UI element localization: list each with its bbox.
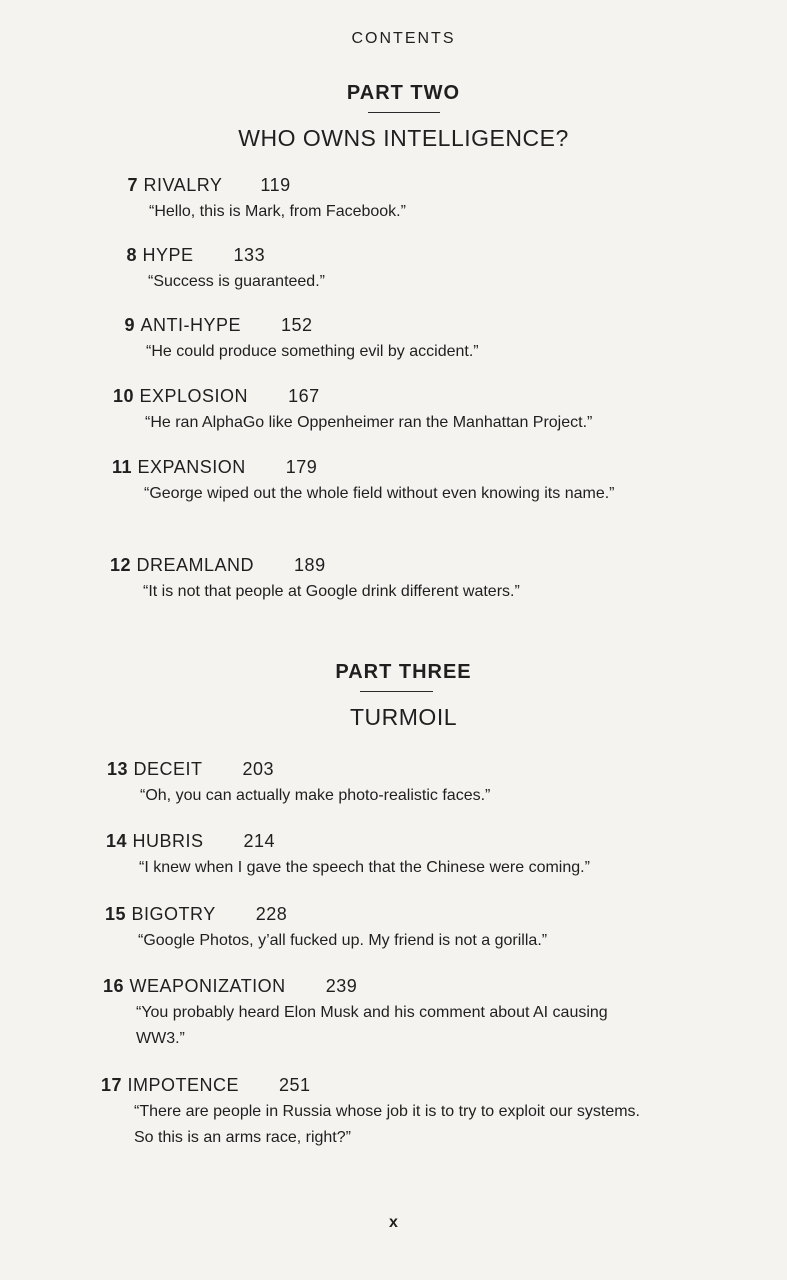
chapter-page: 189 — [294, 555, 326, 575]
chapter-quote: “He ran AlphaGo like Oppenheimer ran the Manhattan Project.” — [145, 414, 593, 431]
chapter-page: 251 — [279, 1075, 311, 1095]
part-three-title: TURMOIL — [350, 704, 457, 730]
chapter-entry-17 — [98, 1075, 658, 1151]
chapter-page: 152 — [281, 315, 313, 335]
chapter-number: 17 — [100, 1075, 122, 1095]
chapter-page: 133 — [233, 245, 266, 265]
chapter-title: BIGOTRY — [131, 904, 216, 924]
page-folio: x — [389, 1214, 398, 1231]
chapter-number: 8 — [126, 245, 137, 265]
chapter-title: IMPOTENCE — [127, 1075, 240, 1095]
chapter-title: EXPLOSION — [139, 386, 249, 406]
chapter-entry-13 — [104, 759, 724, 809]
part-two-title: WHO OWNS INTELLIGENCE? — [238, 125, 569, 151]
chapter-entry-15 — [102, 904, 742, 954]
chapter-quote: “It is not that people at Google drink different waters.” — [143, 583, 520, 600]
chapter-entry-12 — [107, 555, 707, 605]
chapter-number: 15 — [104, 904, 126, 924]
chapter-quote: “Oh, you can actually make photo-realistic faces.” — [140, 787, 491, 804]
chapter-title: RIVALRY — [143, 175, 223, 195]
chapter-quote: “Google Photos, y’all fucked up. My friend is not a gorilla.” — [138, 932, 548, 949]
part-two-label: PART TWO — [346, 82, 461, 104]
chapter-quote: “George wiped out the whole field without even knowing its name.” — [144, 485, 615, 502]
chapter-entry-7 — [112, 175, 712, 225]
chapter-page: 214 — [243, 831, 276, 851]
chapter-title: HYPE — [142, 245, 194, 265]
chapter-quote: “You probably heard Elon Musk and his comment about AI causing WW3.” — [136, 1004, 608, 1047]
part-three-rule — [360, 691, 433, 692]
chapter-title: WEAPONIZATION — [129, 976, 286, 996]
chapter-entry-9 — [110, 315, 710, 365]
chapter-entry-8 — [112, 245, 712, 295]
chapter-number: 14 — [105, 831, 127, 851]
chapter-entry-14 — [103, 831, 743, 881]
chapter-title: EXPANSION — [137, 457, 246, 477]
chapter-page: 228 — [255, 904, 288, 924]
chapter-quote: “Success is guaranteed.” — [148, 273, 325, 290]
chapter-quote: “He could produce something evil by accident.” — [146, 343, 479, 360]
chapter-quote: “Hello, this is Mark, from Facebook.” — [149, 203, 406, 220]
chapter-entry-16 — [100, 976, 660, 1052]
chapter-title: DREAMLAND — [136, 555, 255, 575]
chapter-entry-10 — [108, 386, 728, 436]
chapter-page: 167 — [288, 386, 320, 406]
part-three-label: PART THREE — [335, 661, 472, 683]
chapter-number: 10 — [112, 386, 134, 406]
chapter-title: HUBRIS — [132, 831, 204, 851]
chapter-number: 16 — [102, 976, 124, 996]
chapter-number: 7 — [127, 175, 138, 195]
chapter-page: 239 — [325, 976, 358, 996]
chapter-number: 12 — [109, 555, 131, 575]
chapter-title: ANTI-HYPE — [140, 315, 242, 335]
running-head: CONTENTS — [351, 30, 456, 47]
chapter-number: 13 — [106, 759, 128, 779]
chapter-title: DECEIT — [133, 759, 203, 779]
chapter-quote: “I knew when I gave the speech that the Chinese were coming.” — [139, 859, 590, 876]
part-two-rule — [368, 112, 440, 113]
chapter-page: 119 — [260, 175, 291, 195]
chapter-entry-11 — [108, 457, 668, 507]
chapter-page: 179 — [285, 457, 318, 477]
chapter-quote: “There are people in Russia whose job it is to try to exploit our systems. So this is an arms race, right?” — [134, 1103, 640, 1146]
chapter-number: 9 — [124, 315, 135, 335]
chapter-page: 203 — [242, 759, 275, 779]
chapter-number: 11 — [111, 457, 132, 477]
